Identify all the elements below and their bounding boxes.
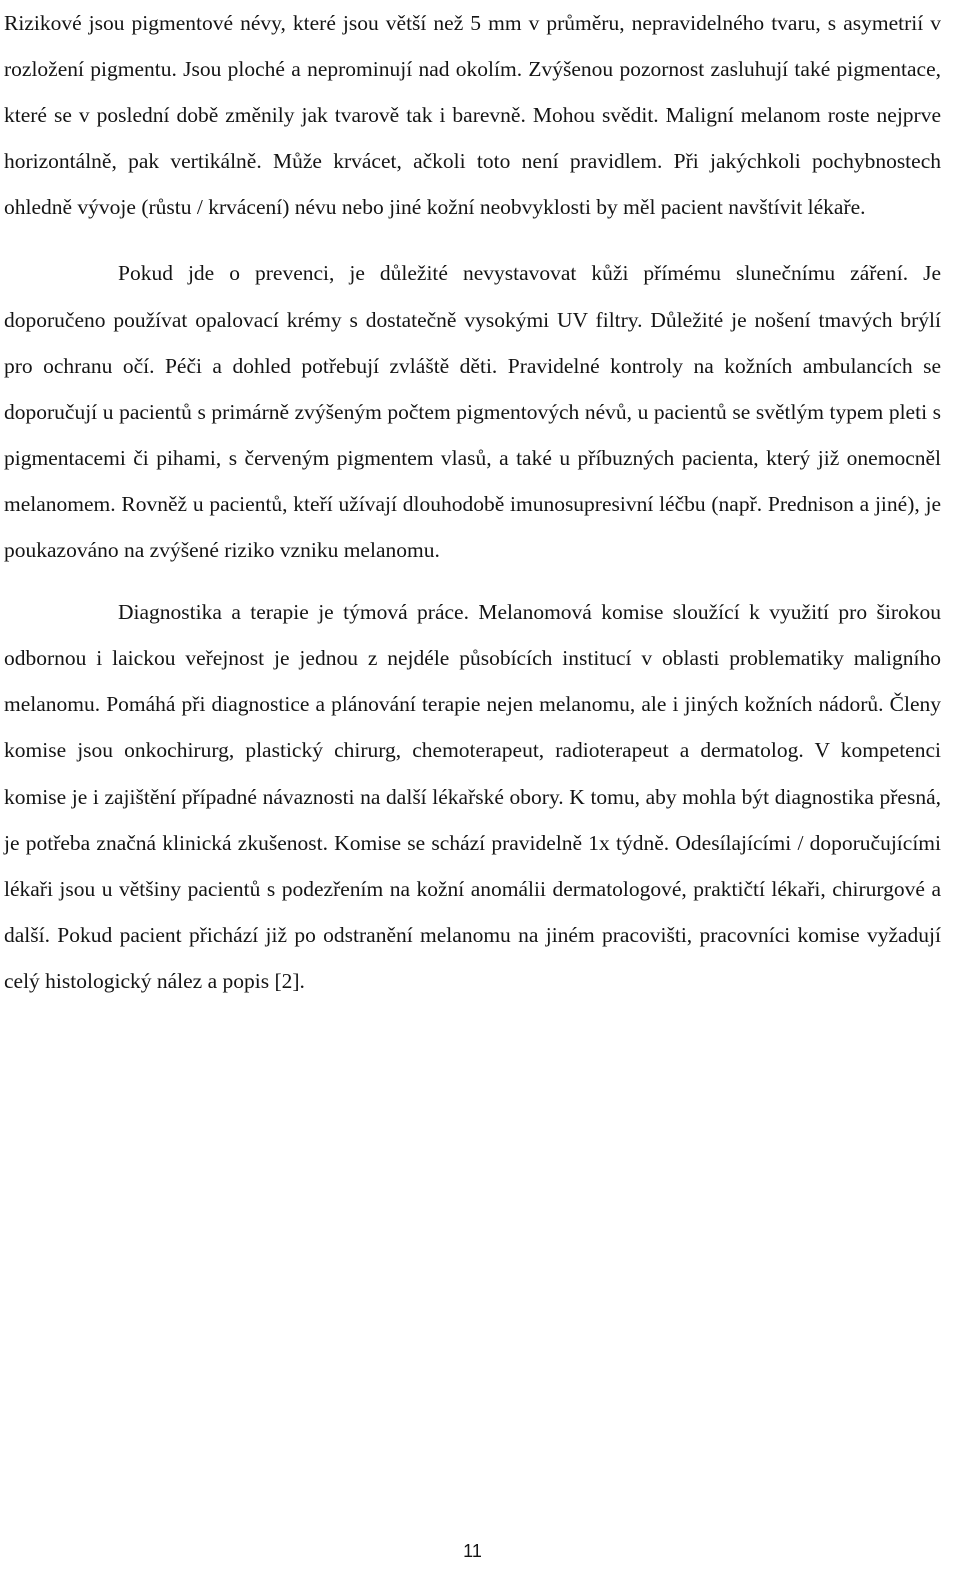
page-number: 11 [463, 1541, 482, 1561]
paragraph-diagnostics-team: Diagnostika a terapie je týmová práce. Melanomová komise sloužící k využití pro širokou odbornou i laickou veřejnost je jednou z nejdéle působících institucí v oblasti problematiky maligního melanomu. Pomáhá při diagnostice a plánování terapie nejen melanomu, ale i jiných kožních nádorů. Členy komise jsou onkochirurg, plastický chirurg, chemoterapeut, radioterapeut a dermatolog. V kompetenci komise je i zajištění případné návaznosti na další lékařské obory. K tomu, aby mohla být diagnostika přesná, je potřeba značná klinická zkušenost. Komise se schází pravidelně 1x týdně. Odesílajícími / doporučujícími lékaři jsou u většiny pacientů s podezřením na kožní anomálii dermatologové, praktičtí lékaři, chirurgové a další. Pokud pacient přichází již po odstranění melanomu na jiném pracovišti, pracovníci komise vyžadují celý histologický nález a popis [2]. [4, 600, 941, 993]
document-body [4, 0, 941, 1004]
paragraph-melanoma-risk: Rizikové jsou pigmentové névy, které jsou větší než 5 mm v průměru, nepravidelného tvaru, s asymetrií v rozložení pigmentu. Jsou ploché a neprominují nad okolím. Zvýšenou pozornost zasluhují také pigmentace, které se v poslední době změnily jak tvarově tak i barevně. Mohou svědit. Maligní melanom roste nejprve horizontálně, pak vertikálně. Může krvácet, ačkoli toto není pravidlem. Při jakýchkoli pochybnostech ohledně vývoje (růstu / krvácení) névu nebo jiné kožní neobvyklosti by měl pacient navštívit lékaře. [4, 11, 941, 220]
paragraph-prevention: Pokud jde o prevenci, je důležité nevystavovat kůži přímému slunečnímu záření. Je doporučeno používat opalovací krémy s dostatečně vysokými UV filtry. Důležité je nošení tmavých brýlí pro ochranu očí. Péči a dohled potřebují zvláště děti. Pravidelné kontroly na kožních ambulancích se doporučují u pacientů s primárně zvýšeným počtem pigmentových névů, u pacientů se světlým typem pleti s pigmentacemi či pihami, s červeným pigmentem vlasů, a také u příbuzných pacienta, který již onemocněl melanomem. Rovněž u pacientů, kteří užívají dlouhodobě imunosupresivní léčbu (např. Prednison a jiné), je poukazováno na zvýšené riziko vzniku melanomu. [4, 261, 941, 563]
